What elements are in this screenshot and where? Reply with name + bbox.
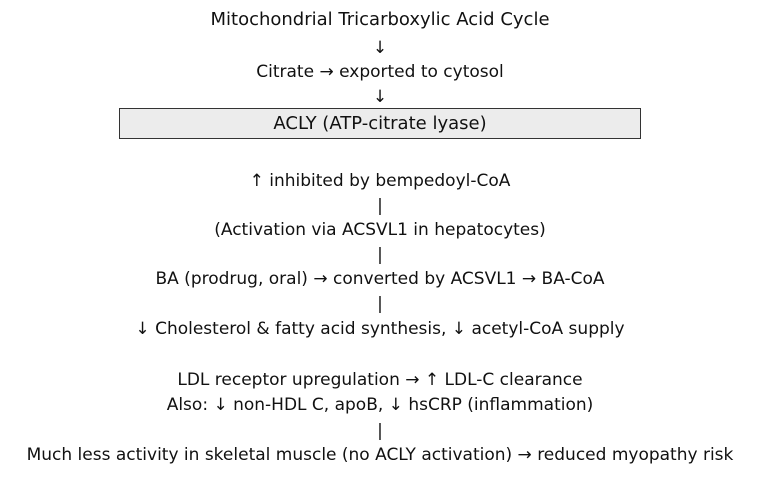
activation-note: (Activation via ACSVL1 in hepatocytes) <box>214 220 546 240</box>
connector-bar-4: | <box>377 421 383 441</box>
additional-effects: Also: ↓ non-HDL C, apoB, ↓ hsCRP (inflammation) <box>166 395 594 415</box>
connector-bar-3: | <box>377 294 383 314</box>
acly-box: ACLY (ATP-citrate lyase) <box>119 108 641 139</box>
ldl-effect: LDL receptor upregulation → ↑ LDL-C clearance <box>177 370 583 390</box>
citrate-step: Citrate → exported to cytosol <box>256 62 504 82</box>
connector-bar-2: | <box>377 245 383 265</box>
down-arrow-1: ↓ <box>372 38 388 58</box>
inhibition-note: ↑ inhibited by bempedoyl-CoA <box>249 171 511 191</box>
synthesis-effect: ↓ Cholesterol & fatty acid synthesis, ↓ acetyl-CoA supply <box>135 319 625 339</box>
down-arrow-2: ↓ <box>372 87 388 107</box>
tca-cycle-title: Mitochondrial Tricarboxylic Acid Cycle <box>210 9 550 30</box>
connector-bar-1: | <box>377 196 383 216</box>
muscle-note: Much less activity in skeletal muscle (no ACLY activation) → reduced myopathy risk <box>26 445 734 465</box>
prodrug-conversion: BA (prodrug, oral) → converted by ACSVL1 → BA-CoA <box>155 269 605 289</box>
